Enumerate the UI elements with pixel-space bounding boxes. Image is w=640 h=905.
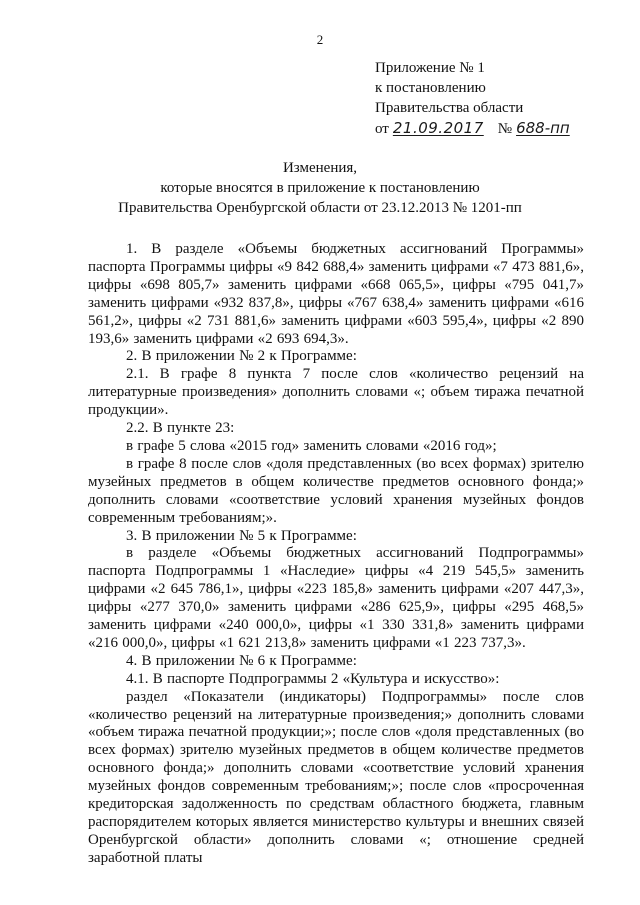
number-prefix: № [497, 121, 513, 137]
title-line-2: которые вносятся в приложение к постановлению [160, 180, 480, 196]
handwritten-number: 688-пп [516, 119, 570, 137]
appendix-line-government: Правительства области [375, 100, 524, 116]
paragraph: в графе 8 после слов «доля представленных (во всех формах) зрителю музейных предметов в общем количестве предметов основного фонда;» дополнить словами «соответствие условий хранения музейных фондов современным требованиям;». [88, 455, 584, 526]
appendix-title: Приложение № 1 [375, 60, 485, 76]
appendix-header [375, 58, 570, 139]
paragraph: в графе 5 слова «2015 год» заменить словами «2016 год»; [126, 437, 497, 454]
appendix-date-number-line [375, 118, 570, 139]
paragraph: раздел «Показатели (индикаторы) Подпрограммы» после слов «количество рецензий на литературные произведения;» дополнить словами «объем тиража печатной продукции;»; после слов «доля представленных (во всех формах) зрителю музейных предметов в общем количестве предметов основного фонда;» дополнить словами «соответствие условий хранения музейных фондов современным требованиям;»; после слов «просроченная кредиторская задолженность по средствам областного бюджета, главным распорядителем которых является министерство культуры и внешних связей Оренбургской области» дополнить словами «; отношение средней заработной платы [88, 688, 584, 866]
paragraph: 1. В разделе «Объемы бюджетных ассигнований Программы» паспорта Программы цифры «9 842 688,4» заменить цифрами «7 473 881,6», цифры «698 805,7» заменить цифрами «668 065,5», цифры «795 041,7» заменить цифрами «932 837,8», цифры «767 638,4» заменить цифрами «616 561,2», цифры «2 731 881,6» заменить цифрами «603 595,4», цифры «2 890 193,6» заменить цифрами «2 693 694,3». [88, 241, 584, 347]
paragraph: в разделе «Объемы бюджетных ассигнований Подпрограммы» паспорта Подпрограммы 1 «Наследие» цифры «4 219 545,5» заменить цифрами «2 645 786,1», цифры «223 185,8» заменить цифрами «207 447,3», цифры «277 370,0» заменить цифрами «286 625,9», цифры «295 468,5» заменить цифрами «240 000,0», цифры «1 330 331,8» заменить цифрами «216 000,0», цифры «1 621 213,8» заменить цифрами «1 223 737,3». [88, 545, 584, 651]
page-number: 2 [316, 32, 324, 47]
document-body [88, 241, 584, 868]
paragraph: 4. В приложении № 6 к Программе: [126, 652, 357, 669]
paragraph: 2.2. В пункте 23: [126, 420, 235, 437]
paragraph: 2. В приложении № 2 к Программе: [126, 348, 357, 365]
handwritten-date: 21.09.2017 [392, 119, 484, 137]
paragraph: 2.1. В графе 8 пункта 7 после слов «количество рецензий на литературные произведения» дополнить словами «; объем тиража печатной продукции». [88, 366, 584, 419]
title-line-3: Правительства Оренбургской области от 23.12.2013 № 1201-пп [118, 200, 522, 216]
paragraph: 3. В приложении № 5 к Программе: [126, 527, 357, 544]
paragraph: 4.1. В паспорте Подпрограммы 2 «Культура и искусство»: [126, 670, 500, 687]
appendix-line-decree: к постановлению [375, 80, 486, 96]
date-prefix: от [375, 121, 389, 137]
document-title [0, 158, 640, 218]
title-line-1: Изменения, [282, 160, 358, 176]
